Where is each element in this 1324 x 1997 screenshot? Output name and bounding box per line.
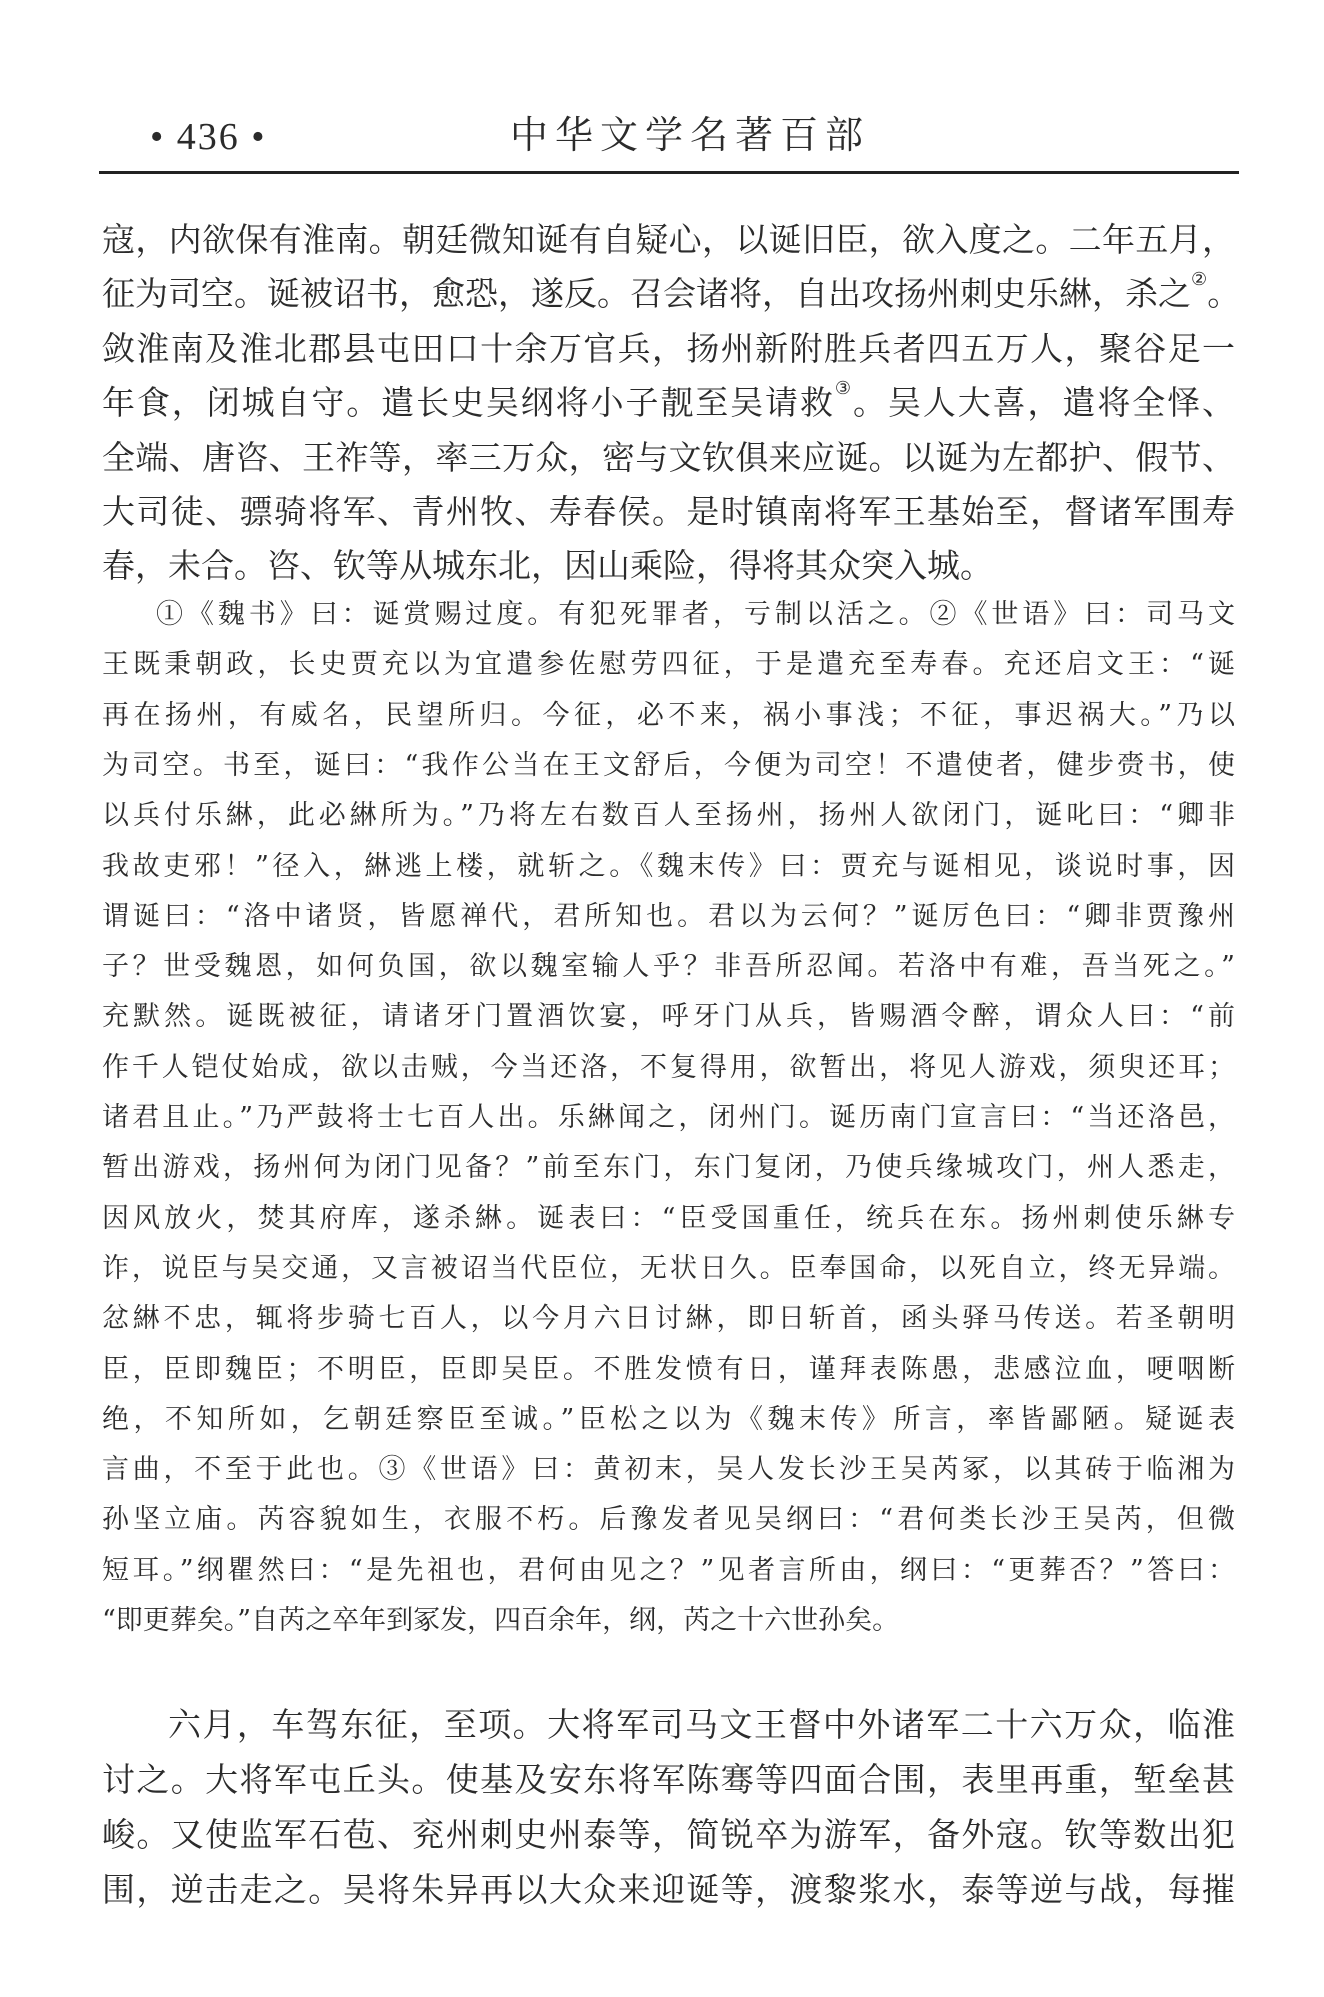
line-text: 短耳。”纲瞿然曰：“是先祖也，君何由见之？”见者言所由，纲曰：“更葬否？”答曰： [102,1554,1235,1586]
footnote-marker: ③ [834,378,854,400]
text-line [102,328,1235,370]
text-line [102,1502,1235,1538]
text-line [102,1704,1235,1746]
text-line [102,647,1235,683]
text-line [102,698,1235,734]
text-line [102,798,1235,834]
text-line [102,219,1235,261]
line-text: 年食，闭城自守。遣长史吴纲将小子靓至吴请救 [102,383,835,423]
text-line [102,491,1235,533]
text-line [102,1251,1235,1287]
text-line [102,1814,1235,1856]
text-line [102,748,1235,784]
line-text: 暂出游戏，扬州何为闭门见备？”前至东门，东门复闭，乃使兵缘城攻门，州人悉走， [102,1152,1235,1184]
line-text: 春，未合。咨、钦等从城东北，因山乘险，得将其众突入城。 [102,546,993,586]
text-line [102,1759,1235,1801]
text-line [102,269,1241,315]
page-number: • 436 • [150,116,267,158]
line-text: 子？世受魏恩，如何负国，欲以魏室输人乎？非吾所忍闻。若洛中有难，吾当死之。” [102,951,1235,983]
line-text: “即更葬矣。”自芮之卒年到冢发，四百余年，纲，芮之十六世孙矣。 [102,1605,900,1636]
line-text: 我故吏邪！”径入，綝逃上楼，就斩之。《魏末传》曰：贾充与诞相见，谈说时事，因 [102,850,1235,882]
text-line [102,1553,1235,1589]
line-text: 寇，内欲保有淮南。朝廷微知诞有自疑心，以诞旧臣，欲入度之。二年五月， [102,220,1235,259]
line-text: 诸君且止。”乃严鼓将士七百人出。乐綝闻之，闭州门。诞历南门宣言曰：“当还洛邑， [102,1102,1235,1133]
line-text: 围，逆击走之。吴将朱异再以大众来迎诞等，渡黎浆水，泰等逆与战，每摧 [102,1870,1235,1909]
text-line [102,1150,1235,1186]
text-line [102,437,1235,479]
line-text: 绝，不知所如，乞朝廷察臣至诚。”臣松之以为《魏末传》所言，率皆鄙陋。疑诞表 [102,1403,1235,1435]
text-line [102,949,1235,985]
line-text: 再在扬州，有威名，民望所归。今征，必不来，祸小事浅；不征，事迟祸大。”乃以 [102,699,1235,731]
text-line [102,1869,1235,1911]
text-line [102,1603,1235,1639]
line-text: 谓诞曰：“洛中诸贤，皆愿禅代，君所知也。君以为云何？”诞厉色曰：“卿非贾豫州 [102,900,1235,932]
line-text: ①《魏书》曰：诞赏赐过度。有犯死罪者，亏制以活之。②《世语》曰：司马文 [156,599,1235,630]
line-text: 作千人铠仗始成，欲以击贼，今当还洛，不复得用，欲暂出，将见人游戏，须臾还耳； [102,1051,1235,1083]
line-text: 峻。又使监军石苞、兖州刺史州泰等，简锐卒为游军，备外寇。钦等数出犯 [102,1815,1235,1854]
line-text: 征为司空。诞被诏书，愈恐，遂反。召会诸将，自出攻扬州刺史乐綝，杀之 [102,274,1191,314]
header-rule [99,171,1239,174]
line-text: 王既秉朝政，长史贾充以为宜遣参佐慰劳四征，于是遣充至寿春。充还启文王：“诞 [102,649,1235,681]
text-line [102,1100,1235,1136]
text-line [102,378,1236,424]
text-line [102,849,1235,885]
text-line [102,1402,1235,1438]
text-line [102,1050,1235,1086]
text-line [102,899,1235,935]
line-text: 忿綝不忠，辄将步骑七百人，以今月六日讨綝，即日斩首，函头驿马传送。若圣朝明 [102,1303,1235,1335]
line-text: 为司空。书至，诞曰：“我作公当在王文舒后，今便为司空！不遣使者，健步赍书，使 [102,749,1235,781]
line-text: 全端、唐咨、王祚等，率三万众，密与文钦俱来应诞。以诞为左都护、假节、 [102,437,1235,477]
text-line [102,1301,1235,1337]
line-text: 充默然。诞既被征，请诸牙门置酒饮宴，呼牙门从兵，皆赐酒令醉，谓众人曰：“前 [102,1001,1235,1033]
line-text: 讨之。大将军屯丘头。使基及安东将军陈骞等四面合围，表里再重，堑垒甚 [102,1760,1235,1799]
line-text: 孙坚立庙。芮容貌如生，衣服不朽。后豫发者见吴纲曰：“君何类长沙王吴芮，但微 [102,1504,1235,1536]
line-text: 言曲，不至于此也。③《世语》曰：黄初末，吴人发长沙王吴芮冢，以其砖于临湘为 [102,1454,1235,1486]
text-line [102,999,1235,1035]
text-line [102,1201,1235,1237]
line-text: 臣，臣即魏臣；不明臣，臣即吴臣。不胜发愤有日，谨拜表陈愚，悲感泣血，哽咽断 [102,1353,1235,1385]
text-line [102,1352,1235,1388]
footnote-marker: ② [1191,269,1208,291]
line-text: 敛淮南及淮北郡县屯田口十余万官兵，扬州新附胜兵者四五万人，聚谷足一 [102,328,1235,368]
line-text-tail: 。 [1207,274,1241,314]
line-text-tail: 。吴人大喜，遣将全怿、 [853,383,1236,423]
text-line [102,1452,1235,1488]
line-text: 大司徒、骠骑将军、青州牧、寿春侯。是时镇南将军王基始至，督诸军围寿 [102,492,1235,531]
text-line [102,545,1235,587]
book-series-title: 中华文学名著百部 [510,113,871,157]
text-line [102,597,1235,633]
line-text: 以兵付乐綝，此必綝所为。”乃将左右数百人至扬州，扬州人欲闭门，诞叱曰：“卿非 [102,800,1235,832]
line-text: 因风放火，焚其府库，遂杀綝。诞表曰：“臣受国重任，统兵在东。扬州刺使乐綝专 [102,1202,1235,1234]
line-text: 诈，说臣与吴交通，又言被诏当代臣位，无状日久。臣奉国命，以死自立，终无异端。 [102,1252,1235,1284]
line-text: 六月，车驾东征，至项。大将军司马文王督中外诸军二十六万众，临淮 [168,1705,1235,1744]
